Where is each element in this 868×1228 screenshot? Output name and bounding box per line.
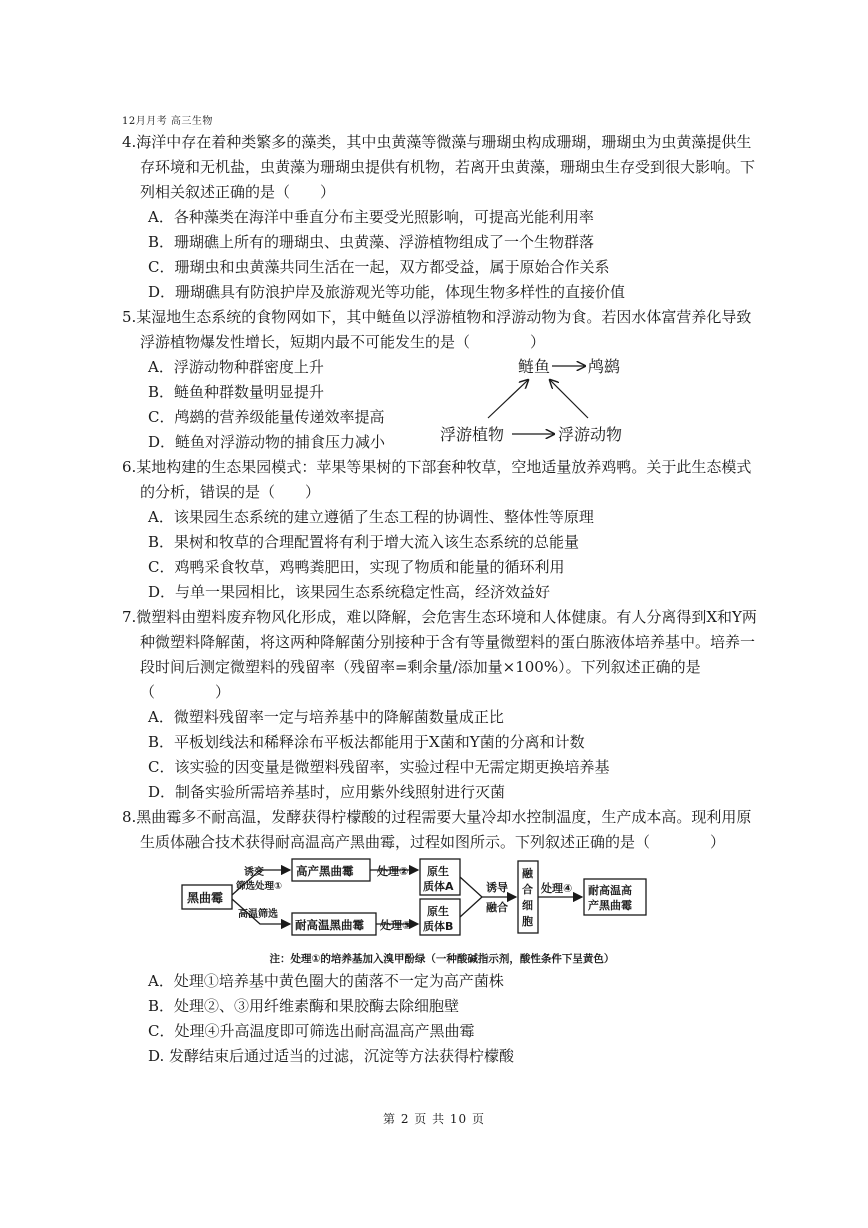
bracket-merge [460,877,482,917]
label-screen-treatment-1: 筛选处理① [236,881,283,892]
question-6-stem: 6.某地构建的生态果园模式：苹果等果树的下部套种牧草，空地适量放养鸡鸭。关于此生态模式的分析，错误的是（ ） [122,458,752,501]
label-final-2: 产黑曲霉 [588,899,632,912]
label-protoplast-a-2: 质体A [423,880,454,893]
label-mutagenesis: 诱变 [244,867,264,878]
food-web-silver-carp: 鲢鱼 [518,357,551,376]
question-6-option-d[interactable]: D．与单一果园相比，该果园生态系统稳定性高，经济效益好 [148,583,551,601]
label-induce-1: 诱导 [486,881,508,894]
question-6 [122,455,762,605]
label-protoplast-a-1: 原生 [427,865,449,878]
question-4 [122,130,762,305]
question-5-option-a[interactable]: A．浮游动物种群密度上升 [148,358,324,376]
question-4-option-a[interactable]: A．各种藻类在海洋中垂直分布主要受光照影响，可提高光能利用率 [148,208,594,226]
question-8-option-c[interactable]: C．处理④升高温度即可筛选出耐高温高产黑曲霉 [148,1022,475,1040]
food-web-zooplankton: 浮游动物 [558,425,623,444]
label-final-1: 耐高温高 [588,884,632,897]
arrow-zoo-to-carp [550,380,588,418]
question-8-option-d[interactable]: D. 发酵结束后通过适当的过滤，沉淀等方法获得柠檬酸 [148,1047,515,1065]
arrow-phyto-to-carp [488,380,528,418]
label-treatment-4: 处理④ [541,882,573,895]
food-web-phytoplankton: 浮游植物 [440,425,505,444]
question-7-option-c[interactable]: C．该实验的因变量是微塑料残留率，实验过程中无需定期更换培养基 [148,758,610,776]
question-4-stem: 4.海洋中存在着种类繁多的藻类，其中虫黄藻等微藻与珊瑚虫构成珊瑚，珊瑚虫为虫黄藻提供生存环境和无机盐，虫黄藻为珊瑚虫提供有机物，若离开虫黄藻，珊瑚虫生存受到很大影响。下列相关叙述正确的是（ ） [122,133,756,201]
question-5-option-d[interactable]: D．鲢鱼对浮游动物的捕食压力减小 [148,433,386,451]
question-5 [122,305,762,455]
question-7-stem: 7.微塑料由塑料废弃物风化形成，难以降解，会危害生态环境和人体健康。有人分离得到X和Y两种微塑料降解菌，将这两种降解菌分别接种于含有等量微塑料的蛋白胨液体培养基中。培养一段时间后测定微塑料的残留率（残留率=剩余量/添加量×100%）。下列叙述正确的是（ ） [122,608,757,701]
question-4-option-d[interactable]: D．珊瑚礁具有防浪护岸及旅游观光等功能，体现生物多样性的直接价值 [148,283,626,301]
question-8-stem: 8.黑曲霉多不耐高温，发酵获得柠檬酸的过程需要大量冷却水控制温度，生产成本高。现利用原生质体融合技术获得耐高温高产黑曲霉，过程如图所示。下列叙述正确的是（ ） [122,808,752,851]
page-footer: 第 2 页 共 10 页 [383,1112,485,1126]
label-fused-1: 融 [522,867,533,880]
question-6-option-b[interactable]: B．果树和牧草的合理配置将有利于增大流入该生态系统的总能量 [148,533,580,551]
label-heat-screening: 高温筛选 [238,909,278,920]
question-5-option-c[interactable]: C．鸬鹚的营养级能量传递效率提高 [148,408,385,426]
protoplast-fusion-diagram [180,857,650,937]
label-fused-2: 合 [522,883,533,896]
question-4-option-c[interactable]: C．珊瑚虫和虫黄藻共同生活在一起，双方都受益，属于原始合作关系 [148,258,610,276]
question-8-option-a[interactable]: A．处理①培养基中黄色圈大的菌落不一定为高产菌株 [148,972,504,990]
food-web-diagram [440,350,650,450]
question-8-option-b[interactable]: B．处理②、③用纤维素酶和果胶酶去除细胞壁 [148,997,460,1015]
question-7 [122,605,762,805]
label-heat-tolerant: 耐高温黑曲霉 [295,918,364,932]
page-header: 12月月考 高三生物 [122,116,213,127]
diagram-note: 注：处理①的培养基加入溴甲酚绿（一种酸碱指示剂，酸性条件下呈黄色） [269,953,615,965]
question-8 [122,805,762,1069]
question-area [122,130,762,1069]
label-protoplast-b-2: 质体B [423,920,454,933]
label-treatment-2: 处理② [377,865,409,878]
label-treatment-3: 处理③ [380,919,412,932]
question-7-option-b[interactable]: B．平板划线法和稀释涂布平板法都能用于X菌和Y菌的分离和计数 [148,733,585,751]
label-fused-4: 胞 [522,915,533,928]
question-7-option-a[interactable]: A．微塑料残留率一定与培养基中的降解菌数量成正比 [148,708,504,726]
question-5-body [122,355,762,455]
question-5-option-b[interactable]: B．鲢鱼种群数量明显提升 [148,383,325,401]
label-protoplast-b-1: 原生 [427,905,449,918]
question-7-option-d[interactable]: D．制备实验所需培养基时，应用紫外线照射进行灭菌 [148,783,506,801]
label-induce-2: 融合 [486,901,508,914]
question-6-option-c[interactable]: C．鸡鸭采食牧草，鸡鸭粪肥田，实现了物质和能量的循环利用 [148,558,565,576]
question-5-stem: 5.某湿地生态系统的食物网如下，其中鲢鱼以浮游植物和浮游动物为食。若因水体富营养化导致浮游植物爆发性增长，短期内最不可能发生的是（ ） [122,308,752,351]
question-4-option-b[interactable]: B．珊瑚礁上所有的珊瑚虫、虫黄藻、浮游植物组成了一个生物群落 [148,233,595,251]
question-5-options [122,355,422,455]
question-6-option-a[interactable]: A．该果园生态系统的建立遵循了生态工程的协调性、整体性等原理 [148,508,594,526]
food-web-cormorant: 鸬鹚 [588,357,621,376]
label-black-mold: 黑曲霉 [187,891,224,905]
label-high-yield: 高产黑曲霉 [296,864,354,878]
label-fused-3: 细 [522,899,533,912]
